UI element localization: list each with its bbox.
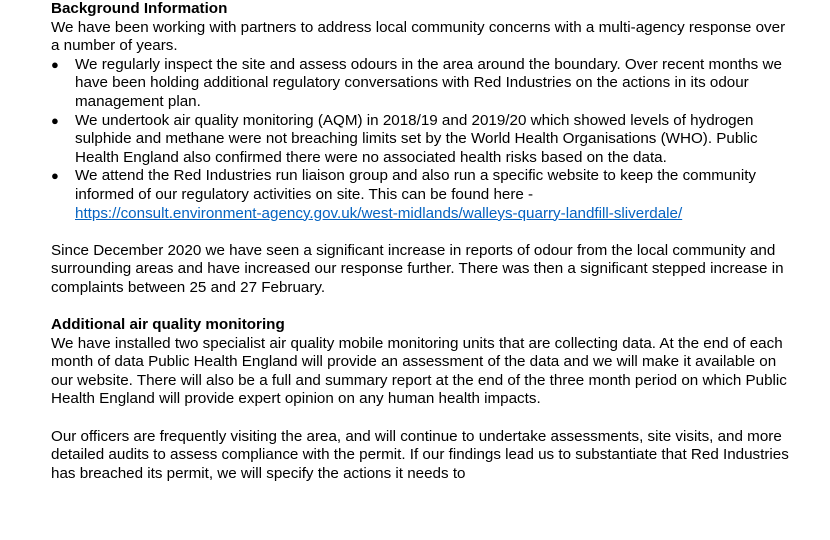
background-heading: Background Information (51, 0, 228, 17)
background-bullet-list (51, 56, 791, 223)
background-intro: We have been working with partners to address local community concerns with a multi-agency response over a number of years. (51, 18, 786, 55)
consultation-link[interactable]: https://consult.environment-agency.gov.uk/west-midlands/walleys-quarry-landfill-sliverdale/ (75, 204, 683, 222)
list-item (51, 112, 791, 168)
bullet-text-inspections: We regularly inspect the site and assess odours in the area around the boundary. Over recent months we have been holding additional regulatory conversations with Red Industries on the actions in its odour management plan. (75, 55, 782, 110)
spacer (51, 223, 791, 242)
officers-paragraph: Our officers are frequently visiting the area, and will continue to undertake assessments, site visits, and more detailed audits to assess compliance with the permit. If our findings lead us to substantiate that Red Industries has breached its permit, we will specify the actions it needs to (51, 427, 789, 482)
list-item (51, 167, 791, 223)
spacer (51, 298, 791, 317)
bullet-text-aqm: We undertook air quality monitoring (AQM) in 2018/19 and 2019/20 which showed levels of hydrogen sulphide and methane were not breaching limits set by the World Health Organisations (WHO). Public Health England also confirmed there were no associated health risks based on the data. (75, 111, 758, 166)
bullet-dot-icon: ● (51, 56, 59, 72)
spacer (51, 409, 791, 428)
complaints-paragraph: Since December 2020 we have seen a significant increase in reports of odour from the local community and surrounding areas and have increased our response further. There was then a significant stepped increase in complaints between 25 and 27 February. (51, 241, 784, 296)
air-quality-paragraph: We have installed two specialist air quality mobile monitoring units that are collecting data. At the end of each month of data Public Health England will provide an assessment of the data and we will make it available on our website. There will also be a full and summary report at the end of the three month period on which Public Health England will provide expert opinion on any human health impacts. (51, 334, 787, 408)
bullet-dot-icon: ● (51, 168, 59, 184)
bullet-text-liaison: We attend the Red Industries run liaison group and also run a specific website to keep the community informed of our regulatory activities on site. This can be found here - (75, 167, 757, 203)
list-item (51, 56, 791, 112)
air-quality-heading: Additional air quality monitoring (51, 316, 285, 334)
document-body (51, 0, 791, 483)
bullet-dot-icon: ● (51, 112, 59, 128)
